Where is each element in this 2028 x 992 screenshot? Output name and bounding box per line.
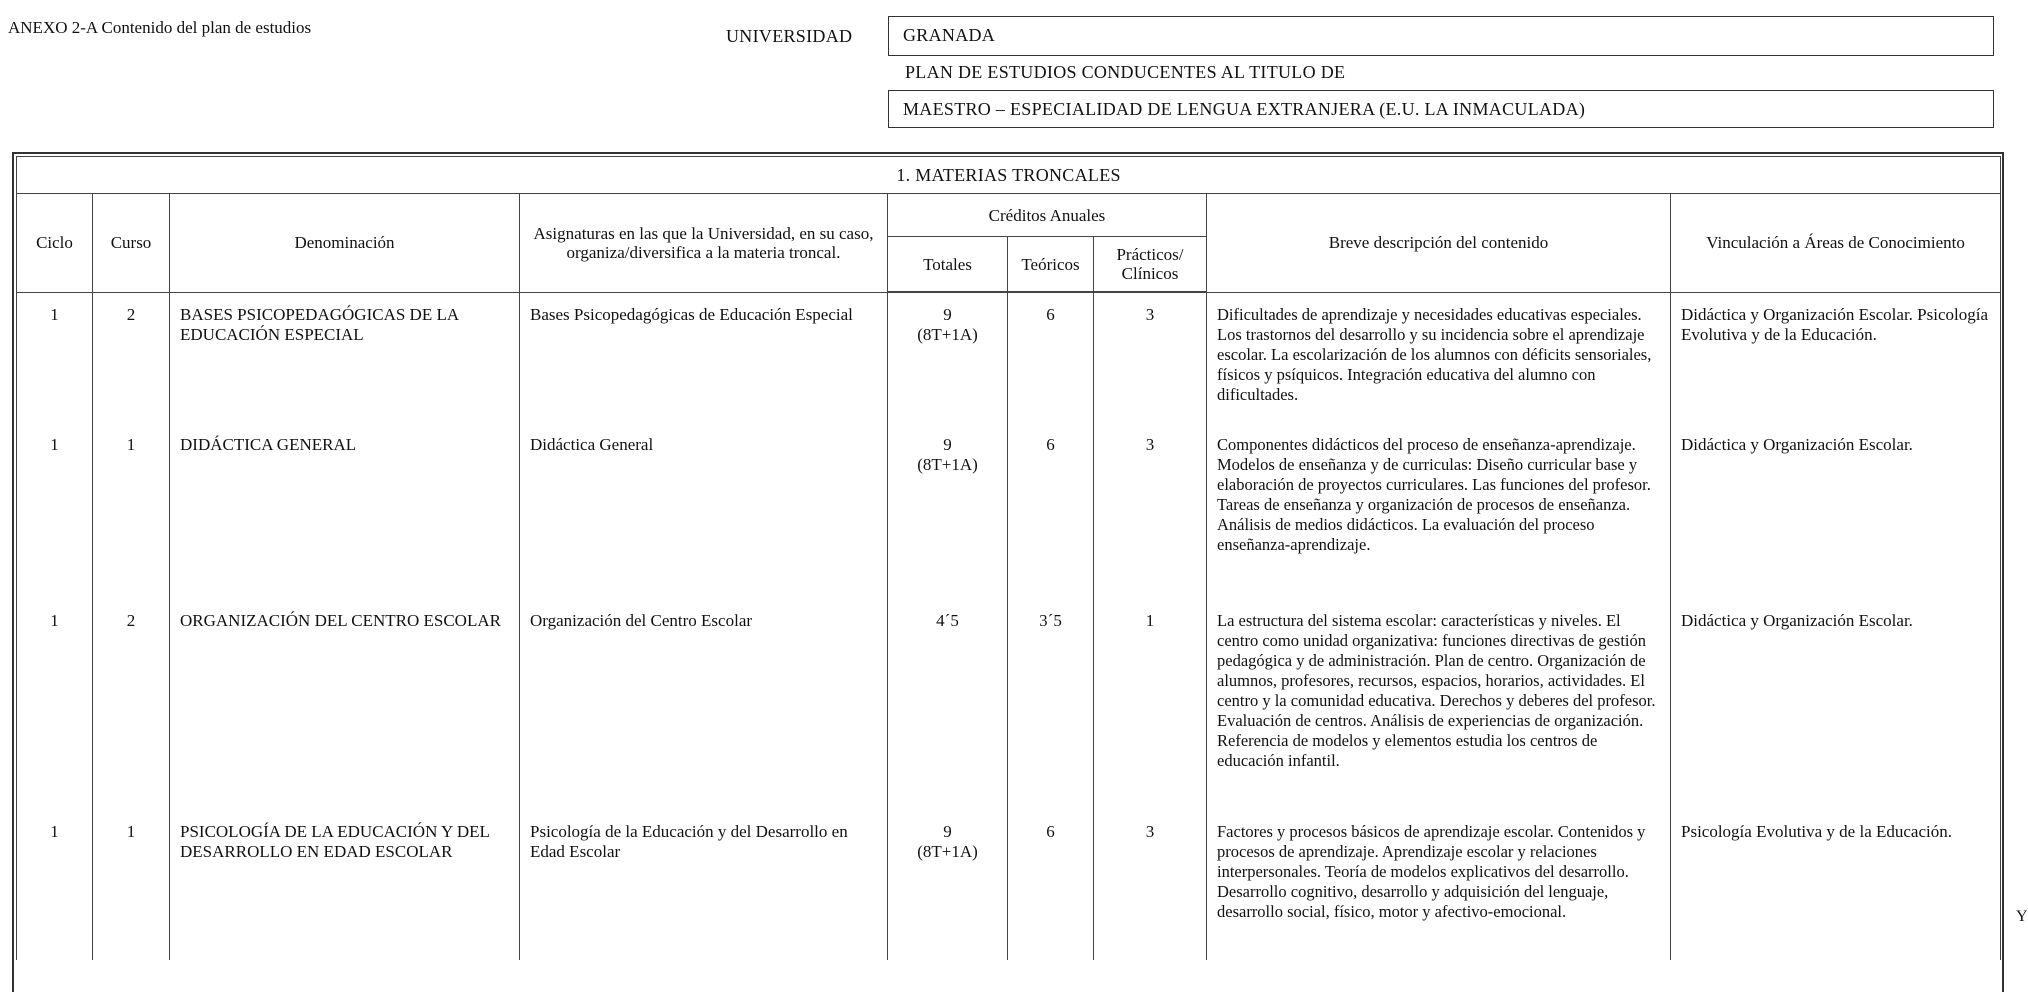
totales-detail: (8T+1A): [917, 325, 978, 344]
cell-totales: [888, 607, 1008, 818]
table-row: [17, 818, 2001, 960]
university-field: GRANADA: [888, 16, 1994, 56]
cell-practicos: 3: [1094, 431, 1207, 607]
header-ciclo: Ciclo: [17, 194, 93, 293]
cell-denominacion: BASES PSICOPEDAGÓGICAS DE LA EDUCACIÓN ESPECIAL: [170, 292, 520, 431]
subjects-table: [16, 156, 2001, 960]
cell-teoricos: 6: [1008, 431, 1094, 607]
totales-detail: (8T+1A): [917, 842, 978, 861]
cell-asignatura: Organización del Centro Escolar: [520, 607, 888, 818]
cell-teoricos: 6: [1008, 292, 1094, 431]
cell-ciclo: 1: [17, 292, 93, 431]
totales-value: 4´5: [936, 611, 959, 630]
cell-asignatura: Psicología de la Educación y del Desarrollo en Edad Escolar: [520, 818, 888, 960]
edge-mark: Y: [2016, 908, 2028, 925]
cell-descripcion: Factores y procesos básicos de aprendizaje escolar. Contenidos y procesos de aprendizaje. Aprendizaje escolar y relaciones interpersonales. Teoría de modelos explicativos del desarrollo. Desarrollo cognitivo, desarrollo y adquisición del lenguaje, desarrollo social, físico, motor y afectivo-emocional.: [1207, 818, 1671, 960]
cell-curso: 2: [93, 607, 170, 818]
totales-value: 9: [943, 435, 952, 454]
cell-ciclo: 1: [17, 818, 93, 960]
header-practicos: Prácticos/ Clínicos: [1094, 237, 1207, 293]
cell-curso: 1: [93, 818, 170, 960]
header-curso: Curso: [93, 194, 170, 293]
cell-practicos: 1: [1094, 607, 1207, 818]
cell-totales: [888, 431, 1008, 607]
annex-title: ANEXO 2-A Contenido del plan de estudios: [8, 18, 312, 37]
cell-descripcion: Dificultades de aprendizaje y necesidades educativas especiales. Los trastornos del desarrollo y su incidencia sobre el aprendizaje escolar. La escolarización de los alumnos con déficits sensoriales, físicos y psíquicos. Integración educativa del alumno con dificultades.: [1207, 292, 1671, 431]
cell-totales: [888, 292, 1008, 431]
cell-denominacion: PSICOLOGÍA DE LA EDUCACIÓN Y DEL DESARROLLO EN EDAD ESCOLAR: [170, 818, 520, 960]
table-row: [17, 292, 2001, 431]
cell-denominacion: ORGANIZACIÓN DEL CENTRO ESCOLAR: [170, 607, 520, 818]
cell-practicos: 3: [1094, 818, 1207, 960]
cell-teoricos: 3´5: [1008, 607, 1094, 818]
cell-denominacion: DIDÁCTICA GENERAL: [170, 431, 520, 607]
cell-asignatura: Bases Psicopedagógicas de Educación Especial: [520, 292, 888, 431]
totales-detail: (8T+1A): [917, 455, 978, 474]
cell-descripcion: Componentes didácticos del proceso de enseñanza-aprendizaje. Modelos de enseñanza y de curriculas: Diseño curricular base y elaboración de proyectos curriculares. Las funciones del profesor. Tareas de enseñanza y organización de procesos de enseñanza. Análisis de medios didácticos. La evaluación del proceso enseñanza-aprendizaje.: [1207, 431, 1671, 607]
header-asignaturas: Asignaturas en las que la Universidad, en su caso, organiza/diversifica a la materia troncal.: [520, 194, 888, 293]
header-totales: Totales: [888, 237, 1008, 293]
cell-curso: 2: [93, 292, 170, 431]
plan-title: PLAN DE ESTUDIOS CONDUCENTES AL TITULO DE: [905, 62, 1346, 82]
cell-vinculacion: Didáctica y Organización Escolar. Psicología Evolutiva y de la Educación.: [1671, 292, 2001, 431]
header-vinculacion: Vinculación a Áreas de Conocimiento: [1671, 194, 2001, 293]
cell-teoricos: 6: [1008, 818, 1094, 960]
cell-asignatura: Didáctica General: [520, 431, 888, 607]
totales-value: 9: [943, 822, 952, 841]
cell-vinculacion: Psicología Evolutiva y de la Educación.: [1671, 818, 2001, 960]
table-row: [17, 607, 2001, 818]
cell-ciclo: 1: [17, 607, 93, 818]
header-creditos: Créditos Anuales: [888, 194, 1207, 237]
cell-vinculacion: Didáctica y Organización Escolar.: [1671, 431, 2001, 607]
section-title: 1. MATERIAS TRONCALES: [17, 157, 2001, 194]
totales-value: 9: [943, 305, 952, 324]
cell-totales: [888, 818, 1008, 960]
cell-descripcion: La estructura del sistema escolar: características y niveles. El centro como unidad organizativa: funciones directivas de gestión pedagógica y de administración. Plan de centro. Organización de alumnos, profesores, recursos, espacios, horarios, actividades. El centro y la comunidad educativa. Derechos y deberes del profesor. Evaluación de centros. Análisis de experiencias de organización. Referencia de modelos y elementos estudia los centros de educación infantil.: [1207, 607, 1671, 818]
cell-vinculacion: Didáctica y Organización Escolar.: [1671, 607, 2001, 818]
cell-curso: 1: [93, 431, 170, 607]
degree-field: MAESTRO – ESPECIALIDAD DE LENGUA EXTRANJERA (E.U. LA INMACULADA): [888, 90, 1994, 128]
table-row: [17, 431, 2001, 607]
university-label: UNIVERSIDAD: [726, 26, 853, 46]
header-denominacion: Denominación: [170, 194, 520, 293]
header-teoricos: Teóricos: [1008, 237, 1094, 293]
header-descripcion: Breve descripción del contenido: [1207, 194, 1671, 293]
cell-practicos: 3: [1094, 292, 1207, 431]
cell-ciclo: 1: [17, 431, 93, 607]
